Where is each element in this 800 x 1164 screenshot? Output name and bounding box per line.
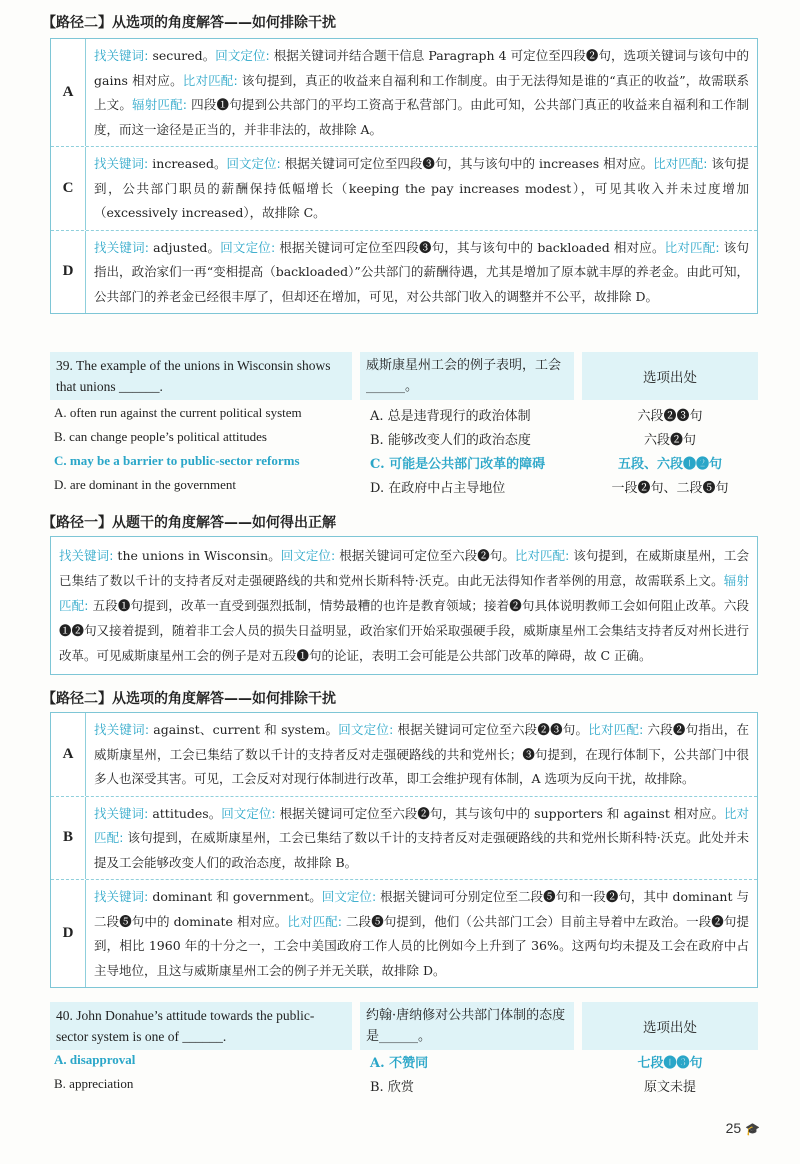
option-line: [50, 405, 758, 427]
option-cn: B. 能够改变人们的政治态度: [370, 433, 531, 448]
option-en: D. are dominant in the government: [54, 477, 236, 492]
option-analysis-row: [51, 880, 757, 987]
option-src: 六段❷句: [643, 433, 696, 448]
analysis-text: 找关键词: the unions in Wisconsin。回文定位: 根据关键词可定位至六段❷句。比对匹配: 该句提到，在威斯康星州，工会已集结了数以千计的支持者反对走强硬路线的共和党州长斯科特·沃克。由此无法得知作者举例的用意，故需联系上文。辐射匹配: 五段❶句提到，改革一直受到强烈抵制，情势最糟的也许是教育领域；接着❷句具体说明教师工会如何阻止改革。六段❶❷句又接着提到，随着非工会人员的损失日益明显，政治家们开始采取强硬手段，威斯康星州工会集结支持者反对州长进行改革。可见威斯康星州工会的例子是对五段❶句的论证，表明工会可能是公共部门改革的障碍，故 C 正确。: [59, 548, 749, 663]
option-line: [50, 1052, 758, 1074]
question-39-header: [50, 352, 758, 400]
source-header: 选项出处: [582, 352, 758, 400]
analysis-text: 找关键词: attitudes。回文定位: 根据关键词可定位至六段❷句，其与该句中的 supporters 和 against 相对应。比对匹配: 该句提到，在威斯康星州，工会已集结了数以千计的支持者反对走强硬路线的共和党州长斯科特·沃克。此处并未提及工会能够改变人们的政治态度，故排除 B。: [94, 805, 749, 870]
option-cn: A. 不赞同: [370, 1056, 429, 1071]
option-line: [50, 453, 758, 475]
section-heading: 【路径二】从选项的角度解答——如何排除干扰: [42, 15, 336, 31]
section-heading: 【路径二】从选项的角度解答——如何排除干扰: [42, 691, 336, 707]
option-cn: B. 欣赏: [370, 1080, 414, 1095]
option-line: [50, 477, 758, 499]
option-src: 六段❷❸句: [637, 409, 703, 424]
option-letter: D: [51, 880, 86, 987]
page-number: 25 🎓: [725, 1120, 760, 1136]
analysis-text: 找关键词: secured。回文定位: 根据关键词并结合题干信息 Paragraph 4 可定位至四段❷句，选项关键词与该句中的 gains 相对应。比对匹配: 该句提到，真正的收益来自福利和工作制度。由于无法得知是谁的“真正的收益”，故需联系上文。辐射匹配: 四段❶句提到公共部门的平均工资高于私营部门。由此可知，公共部门真正的收益来自福利和工作制度，而这一途径是正当的，并非非法的，故排除 A。: [94, 48, 750, 137]
section-heading: 【路径一】从题干的角度解答——如何得出正解: [42, 515, 336, 531]
analysis-text: 找关键词: adjusted。回文定位: 根据关键词可定位至四段❸句，其与该句中的 backloaded 相对应。比对匹配: 该句指出，政治家们一再“变相提高（backloaded）”公共部门的薪酬待遇，尤其是增加了原本就丰厚的养老金。由此可知，公共部门的养老金已经很丰厚了，但却还在增加，可见，对公共部门收入的调整并不公平，故排除 D。: [94, 239, 749, 304]
option-letter: B: [51, 797, 86, 880]
option-analysis-row: [51, 231, 757, 314]
source-header: 选项出处: [582, 1002, 758, 1050]
analysis-box: [50, 712, 758, 988]
analysis-box: [50, 38, 758, 314]
question-stem-cn: 威斯康星州工会的例子表明，工会______。: [360, 352, 574, 400]
option-en: C. may be a barrier to public-sector reforms: [54, 453, 300, 468]
option-analysis-row: [51, 39, 757, 147]
analysis-text: 找关键词: against、current 和 system。回文定位: 根据关键词可定位至六段❷❸句。比对匹配: 六段❷句指出，在威斯康星州，工会已集结了数以千计的支持者反对走强硬路线的共和党州长；❸句提到，在现行体制下，公共部门中很多人也深受其害。可见，工会反对对现行体制进行改革，即工会维护现有体制，A 选项为反向干扰，故排除。: [94, 722, 749, 786]
option-letter: A: [51, 39, 86, 146]
option-letter: D: [51, 231, 86, 314]
option-analysis-row: [51, 147, 757, 231]
option-letter: A: [51, 713, 86, 796]
analysis-box: [50, 536, 758, 675]
option-en: B. can change people’s political attitudes: [54, 429, 267, 444]
option-src: 七段❶❸句: [637, 1056, 703, 1071]
option-cn: C. 可能是公共部门改革的障碍: [370, 457, 546, 472]
question-stem-en: 39. The example of the unions in Wisconsin shows that unions ______.: [50, 352, 352, 400]
option-line: [50, 429, 758, 451]
analysis-text: 找关键词: dominant 和 government。回文定位: 根据关键词可分别定位至二段❺句和一段❷句，其中 dominant 与二段❺句中的 dominate 相对应。比对匹配: 二段❺句提到，他们（公共部门工会）目前主导着中左政治。一段❷句提到，相比 1960 年的十分之一，工会中美国政府工作人员的比例如今上升到了 36%。这两句均未提及工会在政府中占主导地位，且这与威斯康星州工会的例子并无关联，故排除 D。: [94, 889, 749, 978]
question-40-header: [50, 1002, 758, 1050]
option-analysis-row: [51, 713, 757, 797]
graduation-cap-icon: 🎓: [745, 1122, 760, 1136]
option-en: A. disapproval: [54, 1052, 136, 1067]
option-src: 原文未提: [643, 1080, 696, 1095]
option-line: [50, 1076, 758, 1098]
option-analysis-row: [51, 797, 757, 881]
question-stem-cn: 约翰·唐纳修对公共部门体制的态度是______。: [360, 1002, 574, 1050]
option-cn: A. 总是违背现行的政治体制: [370, 409, 531, 424]
option-src: 五段、六段❶❷句: [617, 457, 722, 472]
question-stem-en: 40. John Donahue’s attitude towards the public-sector system is one of ______.: [50, 1002, 352, 1050]
option-src: 一段❷句、二段❺句: [611, 481, 729, 496]
option-en: A. often run against the current political system: [54, 405, 302, 420]
option-en: B. appreciation: [54, 1076, 134, 1091]
analysis-text: 找关键词: increased。回文定位: 根据关键词可定位至四段❸句，其与该句中的 increases 相对应。比对匹配: 该句提到，公共部门职员的薪酬保持低幅增长（keeping the pay increases modest），可见其收入并未过度增加（excessively increased），故排除 C。: [94, 156, 750, 220]
option-cn: D. 在政府中占主导地位: [370, 481, 506, 496]
option-letter: C: [51, 147, 86, 230]
